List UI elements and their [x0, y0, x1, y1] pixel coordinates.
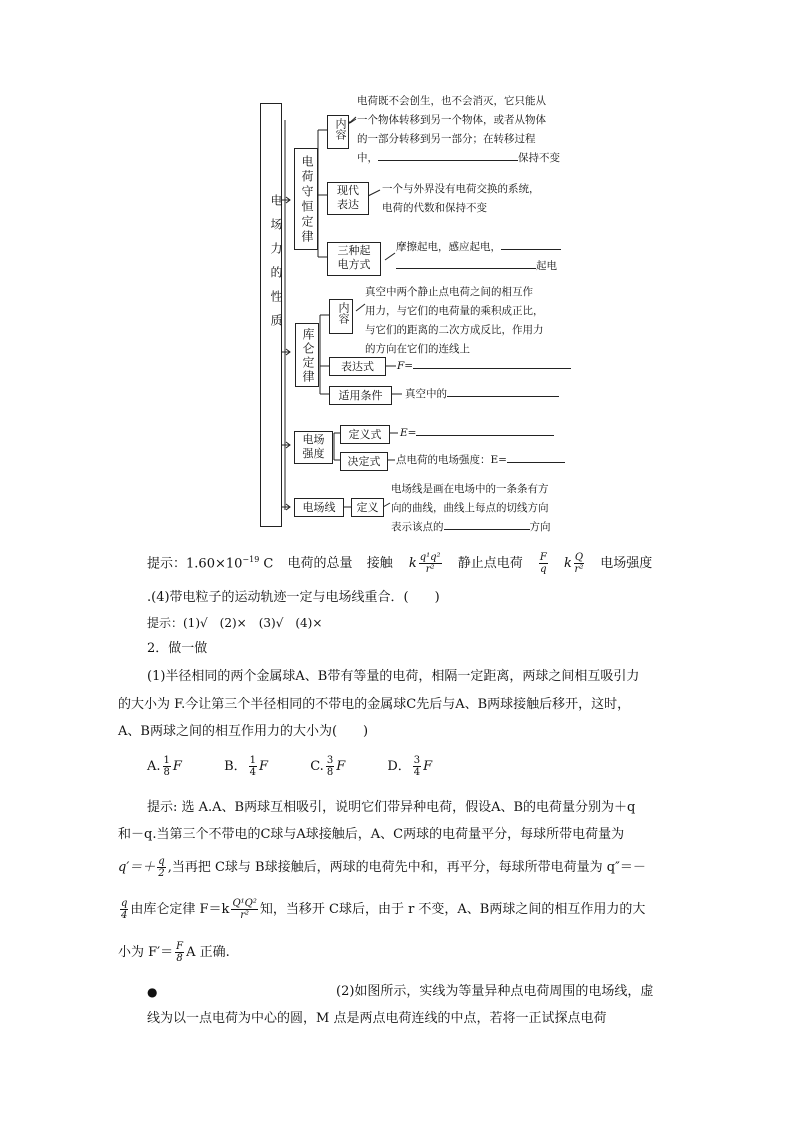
lines-label: 电场线: [302, 501, 336, 514]
fraction-numerator: q¹q²: [419, 552, 441, 564]
text-part: 小为 F′＝: [118, 945, 174, 960]
modern-box: [327, 182, 369, 215]
k-symbol: k: [408, 556, 417, 572]
text-line: 点电荷的电场强度：E=: [396, 454, 507, 466]
text-line: 方向: [529, 521, 551, 533]
def-label: 定义: [356, 501, 379, 514]
option-tail: F: [423, 759, 433, 774]
option-letter: B．: [224, 759, 247, 774]
text-line: 中，: [357, 152, 378, 164]
text-line: 电场线是画在电场中的一条条有方: [391, 483, 549, 495]
blank-line: [501, 238, 561, 250]
problem1-line2: 的大小为 F.今让第三个半径相同的不带电的金属球C先后与A、B两球接触后移开，这时，: [118, 697, 631, 712]
answer-line: 提示：(1)√ (2)× (3)√ (4)×: [147, 616, 323, 630]
answer-contact: 接触: [366, 556, 393, 572]
coulomb-content-text: [365, 283, 544, 359]
text-line: 向的曲线，曲线上每点的切线方向: [391, 502, 549, 514]
methods-label: 三种起电方式: [337, 244, 371, 271]
coulomb-fraction: [419, 552, 442, 575]
modern-label: 现代表达: [337, 184, 359, 211]
text-line: 真空中的: [405, 388, 447, 400]
text-line: 保持不变: [518, 152, 560, 164]
solution-line3: [118, 853, 646, 883]
field-box: [294, 431, 333, 464]
text-line: 起电: [536, 260, 557, 272]
fraction: [120, 898, 128, 921]
fraction-denominator: 2: [158, 868, 165, 879]
methods-text: [396, 238, 561, 276]
coulomb-box: [295, 323, 319, 387]
hint-answers: [147, 545, 652, 579]
text-line: 用力，与它们的电荷量的乘积成正比，: [365, 305, 544, 317]
answer-point-charge: 静止点电荷: [457, 556, 523, 572]
problem1-line3: A、B两球之间的相互作用力的大小为( ): [118, 724, 369, 739]
coulomb-formula-box: [329, 357, 386, 376]
text-line: 电荷的代数和保持不变: [382, 202, 487, 214]
field-label: 电场强度: [302, 433, 325, 460]
fraction: [231, 898, 257, 921]
problem1-line1: (1)半径相同的两个金属球A、B带有等量的电荷，相隔一定距离，两球之间相互吸引力: [147, 669, 640, 684]
coulomb-content-box: [329, 299, 353, 334]
fraction-denominator: r²: [425, 564, 435, 576]
blank-line: [413, 357, 571, 369]
problem2-line1: (2)如图所示，实线为等量异种点电荷周围的电场线，虚: [336, 984, 654, 999]
modern-text: [382, 180, 540, 218]
root-label: 电场力的性质: [269, 194, 283, 338]
blank-line: [447, 385, 559, 397]
conservation-content-box: [327, 115, 349, 149]
formula-label: 表达式: [341, 360, 374, 373]
text-line: 的方向在它们的连线上: [365, 343, 470, 355]
conservation-content-label: 内容: [334, 118, 347, 140]
charge-unit: C: [259, 556, 274, 572]
problem2-line2: 线为以一点电荷为中心的圆，M 点是两点电荷连线的中点，若将一正试探点电荷: [147, 1011, 607, 1026]
solution-line2: 和－q.当第三个不带电的C球与A球接触后，A、C两球的电荷量平分，每球所带电荷量为: [118, 827, 625, 842]
lines-box: [294, 498, 344, 517]
fraction-denominator: 4: [121, 910, 128, 921]
text-line: 的一部分转移到另一部分；在转移过程: [357, 133, 536, 145]
cond-label: 适用条件: [338, 389, 383, 402]
fraction-denominator: 4: [249, 767, 257, 778]
fraction-numerator: q: [158, 856, 165, 867]
field-def-text: [400, 424, 554, 443]
text-line: E=: [400, 427, 417, 439]
coulomb-formula-text: [397, 357, 571, 376]
fraction-numerator: Q¹Q²: [232, 898, 257, 909]
fraction-numerator: 1: [249, 755, 257, 766]
option-letter: A.: [147, 759, 161, 774]
lines-def-text: [391, 480, 551, 537]
conservation-content-text: [357, 92, 560, 168]
det-label: 决定式: [347, 455, 381, 468]
option-a[interactable]: [147, 755, 182, 778]
charge-value: 1.60×10: [186, 556, 243, 572]
text-part: q′＝＋: [118, 860, 156, 875]
option-tail: F: [336, 759, 346, 774]
option-tail: F: [259, 759, 269, 774]
text-part: ,当再把 C球与 B球接触后，两球的电荷先中和，再平分，每球所带电荷量为 q″＝－: [167, 860, 646, 875]
fraction-denominator: 4: [413, 767, 421, 778]
option-fraction: [326, 755, 334, 778]
fraction-denominator: r²: [574, 564, 584, 576]
fraction-numerator: Q: [574, 552, 584, 564]
fraction-numerator: 3: [413, 755, 421, 766]
text-line: 表示该点的: [391, 521, 444, 533]
text-line: 与它们的距离的二次方成反比，作用力: [365, 324, 544, 336]
text-line: F=: [397, 360, 414, 372]
text-part: 知，当移开 C球后，由于 r 不变，A、B两球之间的相互作用力的大: [259, 902, 646, 917]
option-fraction: [413, 755, 421, 778]
question-4: .(4)带电粒子的运动轨迹一定与电场线重合．( ): [147, 590, 440, 605]
conservation-label: 电荷守恒定律: [300, 155, 314, 245]
blank-line: [378, 149, 518, 161]
fraction-denominator: 8: [326, 767, 334, 778]
answer-field-strength: 电场强度: [600, 556, 653, 572]
coulomb-label: 库仑定律: [301, 328, 315, 384]
charge-exponent: −19: [242, 555, 260, 564]
blank-line: [396, 257, 536, 269]
diagram-connectors: [0, 0, 794, 560]
fraction-denominator: r²: [240, 910, 250, 921]
def-label: 定义式: [348, 428, 382, 441]
field-def-box: [340, 425, 390, 444]
option-fraction: [249, 755, 257, 778]
blank-line: [507, 451, 565, 463]
problem1-options: [147, 752, 432, 782]
text-line: 摩擦起电，感应起电，: [396, 241, 501, 253]
field-det-box: [340, 452, 388, 471]
option-d[interactable]: [387, 755, 433, 778]
text-line: 一个物体转移到另一个物体，或者从物体: [357, 114, 546, 126]
blank-line: [444, 518, 530, 530]
k-symbol: k: [563, 556, 572, 572]
solution-line4: [118, 895, 645, 925]
conservation-box: [294, 148, 318, 250]
option-tail: F: [172, 759, 182, 774]
text-part: 由库仑定律 F＝k: [130, 902, 230, 917]
solution-line5: [118, 938, 230, 968]
fraction-denominator: q: [540, 564, 547, 576]
fraction-numerator: F: [539, 552, 547, 564]
text-line: 真空中两个静止点电荷之间的相互作: [365, 286, 533, 298]
fraction: [175, 941, 184, 964]
coulomb-content-label: 内容: [337, 302, 350, 324]
root-box: [260, 103, 282, 527]
methods-box: [327, 242, 381, 276]
option-b[interactable]: [224, 755, 269, 778]
lines-def-box: [351, 498, 384, 517]
solution-line1: 提示: 选 A.A、B两球互相吸引，说明它们带异种电荷，假设A、B的电荷量分别为＋q: [147, 800, 636, 815]
answer-total-charge: 电荷的总量: [287, 556, 353, 572]
fraction-denominator: 8: [163, 767, 170, 778]
section-title: 2．做一做: [147, 641, 208, 656]
option-c[interactable]: [310, 755, 346, 778]
coulomb-cond-text: [405, 385, 559, 404]
fraction: [157, 856, 165, 879]
option-fraction: [163, 755, 171, 778]
blank-line: [416, 424, 554, 436]
fraction-numerator: q: [121, 898, 128, 909]
fraction-numerator: 3: [326, 755, 334, 766]
fraction-denominator: 8: [176, 953, 183, 964]
option-letter: D．: [387, 759, 411, 774]
field-def-fraction: [539, 552, 548, 575]
coulomb-cond-box: [329, 386, 392, 405]
text-line: 电荷既不会创生，也不会消灭，它只能从: [357, 95, 546, 107]
field-det-fraction: [574, 552, 584, 575]
hint-prefix: 提示：: [147, 556, 187, 572]
bullet-icon: ●: [147, 985, 158, 999]
option-letter: C.: [310, 759, 324, 774]
field-det-text: [396, 451, 565, 470]
fraction-numerator: 1: [163, 755, 170, 766]
fraction-numerator: F: [176, 941, 184, 952]
text-line: 一个与外界没有电荷交换的系统，: [382, 183, 540, 195]
text-part: A 正确.: [186, 945, 230, 960]
